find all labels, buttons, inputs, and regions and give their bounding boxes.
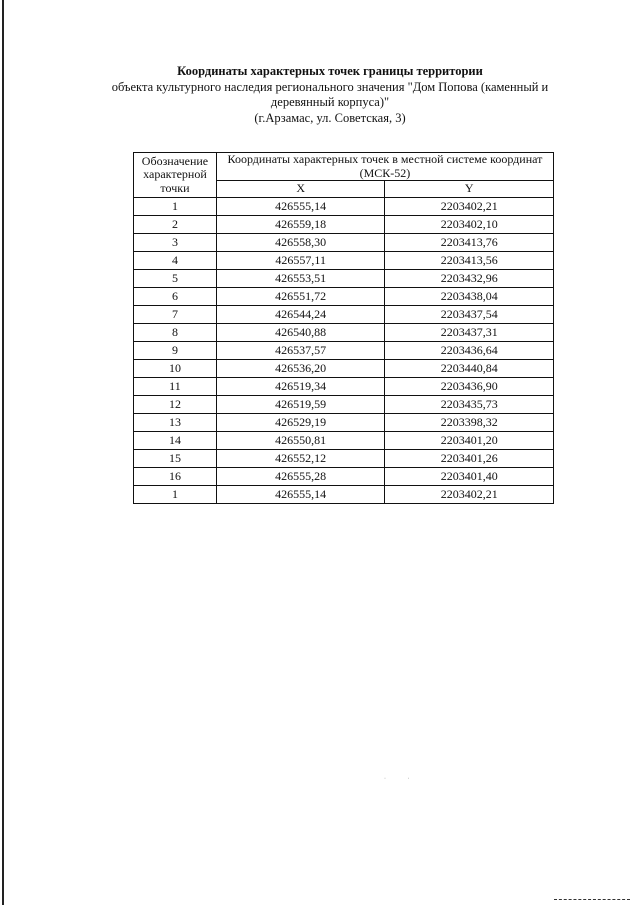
point-cell: 1 — [134, 198, 217, 216]
table-row — [134, 432, 554, 450]
table-row — [134, 414, 554, 432]
y-coordinate-cell: 2203436,64 — [385, 342, 554, 360]
table-row — [134, 306, 554, 324]
header-coordinates: Координаты характерных точек в местной системе координат (МСК-52) — [216, 153, 553, 181]
y-coordinate-cell: 2203435,73 — [385, 396, 554, 414]
table-row — [134, 360, 554, 378]
x-coordinate-cell: 426557,11 — [216, 252, 385, 270]
document-title: Координаты характерных точек границы территории — [177, 64, 483, 78]
x-coordinate-cell: 426555,14 — [216, 198, 385, 216]
point-cell: 12 — [134, 396, 217, 414]
table-row — [134, 378, 554, 396]
x-coordinate-cell: 426555,14 — [216, 486, 385, 504]
x-coordinate-cell: 426555,28 — [216, 468, 385, 486]
table-row — [134, 396, 554, 414]
document-subtitle-line3: (г.Арзамас, ул. Советская, 3) — [254, 110, 406, 125]
table-row — [134, 450, 554, 468]
point-cell: 1 — [134, 486, 217, 504]
x-coordinate-cell: 426558,30 — [216, 234, 385, 252]
y-coordinate-cell: 2203402,10 — [385, 216, 554, 234]
y-coordinate-cell: 2203402,21 — [385, 486, 554, 504]
y-coordinate-cell: 2203413,76 — [385, 234, 554, 252]
coordinates-table-body — [134, 198, 554, 504]
document-heading — [60, 64, 600, 126]
x-coordinate-cell: 426552,12 — [216, 450, 385, 468]
y-coordinate-cell: 2203436,90 — [385, 378, 554, 396]
point-cell: 8 — [134, 324, 217, 342]
y-coordinate-cell: 2203438,04 — [385, 288, 554, 306]
scan-mark — [554, 899, 630, 901]
y-coordinate-cell: 2203398,32 — [385, 414, 554, 432]
point-cell: 11 — [134, 378, 217, 396]
point-cell: 10 — [134, 360, 217, 378]
y-coordinate-cell: 2203401,40 — [385, 468, 554, 486]
y-coordinate-cell: 2203402,21 — [385, 198, 554, 216]
table-row — [134, 198, 554, 216]
x-coordinate-cell: 426529,19 — [216, 414, 385, 432]
table-row — [134, 468, 554, 486]
document-subtitle-line1: объекта культурного наследия регионального значения "Дом Попова (каменный и — [111, 79, 549, 94]
document-subtitle-line2: деревянный корпуса)" — [270, 95, 390, 109]
header-x: X — [216, 181, 385, 198]
table-row — [134, 270, 554, 288]
x-coordinate-cell: 426559,18 — [216, 216, 385, 234]
x-coordinate-cell: 426537,57 — [216, 342, 385, 360]
y-coordinate-cell: 2203437,31 — [385, 324, 554, 342]
x-coordinate-cell: 426544,24 — [216, 306, 385, 324]
table-row — [134, 216, 554, 234]
header-y: Y — [385, 181, 554, 198]
x-coordinate-cell: 426551,72 — [216, 288, 385, 306]
point-cell: 7 — [134, 306, 217, 324]
x-coordinate-cell: 426519,34 — [216, 378, 385, 396]
point-cell: 16 — [134, 468, 217, 486]
point-cell: 14 — [134, 432, 217, 450]
table-row — [134, 324, 554, 342]
table-row — [134, 252, 554, 270]
point-cell: 6 — [134, 288, 217, 306]
y-coordinate-cell: 2203401,20 — [385, 432, 554, 450]
y-coordinate-cell: 2203432,96 — [385, 270, 554, 288]
point-cell: 15 — [134, 450, 217, 468]
table-row — [134, 342, 554, 360]
point-cell: 5 — [134, 270, 217, 288]
header-point-designation: Обозначение характерной точки — [134, 153, 217, 198]
point-cell: 3 — [134, 234, 217, 252]
y-coordinate-cell: 2203440,84 — [385, 360, 554, 378]
x-coordinate-cell: 426519,59 — [216, 396, 385, 414]
point-cell: 4 — [134, 252, 217, 270]
x-coordinate-cell: 426550,81 — [216, 432, 385, 450]
table-row — [134, 288, 554, 306]
table-row — [134, 234, 554, 252]
scan-edge — [2, 0, 4, 905]
x-coordinate-cell: 426540,88 — [216, 324, 385, 342]
coordinates-table — [133, 152, 554, 504]
point-cell: 9 — [134, 342, 217, 360]
point-cell: 13 — [134, 414, 217, 432]
y-coordinate-cell: 2203413,56 — [385, 252, 554, 270]
point-cell: 2 — [134, 216, 217, 234]
x-coordinate-cell: 426536,20 — [216, 360, 385, 378]
scan-noise: · · — [384, 776, 420, 782]
y-coordinate-cell: 2203401,26 — [385, 450, 554, 468]
table-row — [134, 486, 554, 504]
x-coordinate-cell: 426553,51 — [216, 270, 385, 288]
y-coordinate-cell: 2203437,54 — [385, 306, 554, 324]
